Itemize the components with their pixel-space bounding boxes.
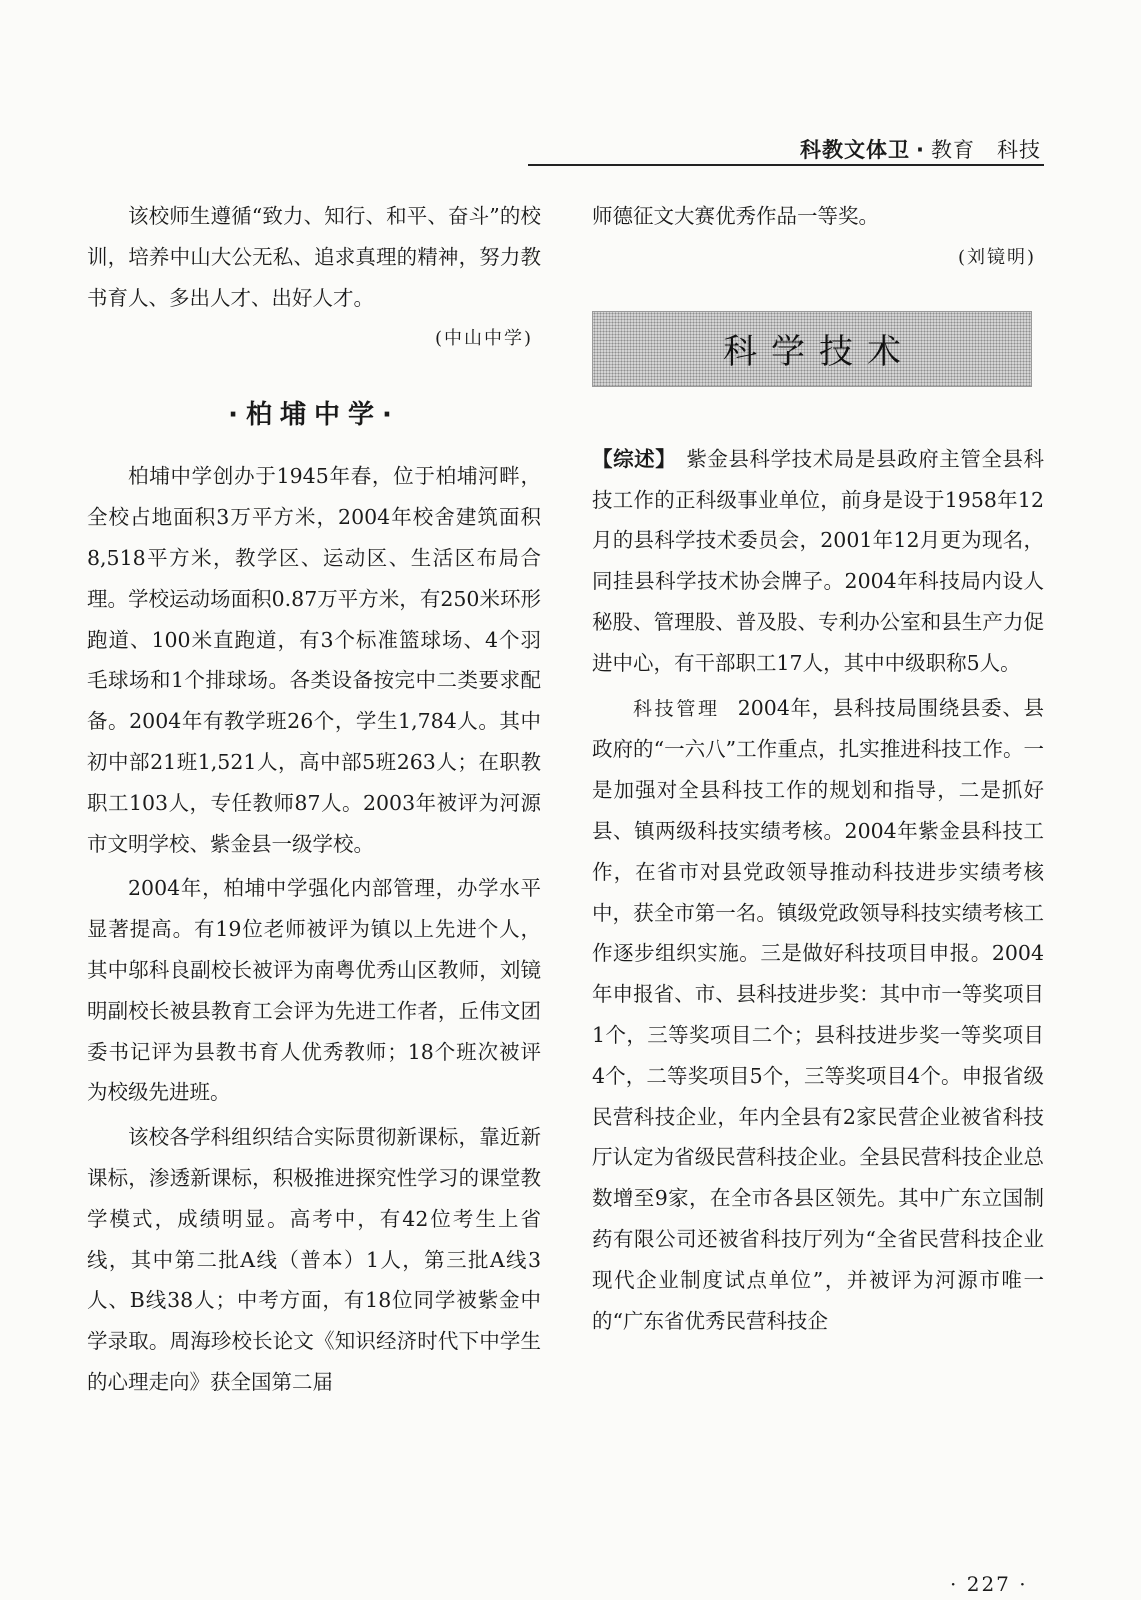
- management-paragraph: [592, 688, 1044, 1342]
- body-paragraph: 2004年，柏埔中学强化内部管理，办学水平显著提高。有19位老师被评为镇以上先进个人，其中邬科良副校长被评为南粤优秀山区教师，刘镜明副校长被县教育工会评为先进工作者，丘伟文团委书记评为县教书育人优秀教师；18个班次被评为校级先进班。: [87, 876, 541, 1105]
- header-rule: [528, 164, 1044, 166]
- school-title: ·柏埔中学·: [228, 400, 400, 431]
- left-column: [87, 196, 541, 1403]
- header-topic: 科技: [997, 138, 1041, 162]
- section-title: 科学技术: [723, 332, 915, 373]
- page-number: · 227 ·: [950, 1572, 1028, 1596]
- right-column: [592, 196, 1044, 1341]
- header-subsection: 教育: [931, 138, 975, 162]
- body-paragraph: 该校各学科组织结合实际贯彻新课标，靠近新课标，渗透新课标，积极推进探究性学习的课堂教学模式，成绩明显。高考中，有42位考生上省线，其中第二批A线（普本）1人，第三批A线3人、B线38人；中考方面，有18位同学被紫金中学录取。周海珍校长论文《知识经济时代下中学生的心理走向》获全国第二届: [87, 1125, 541, 1394]
- overview-tag: 【综述】: [592, 446, 677, 471]
- overview-text: 紫金县科学技术局是县政府主管全县科技工作的正科级事业单位，前身是设于1958年12月的县科学技术委员会，2001年12月更为现名，同挂县科学技术协会牌子。2004年科技局内设人秘股、管理股、普及股、专利办公室和县生产力促进中心，有干部职工17人，其中中级职称5人。: [592, 446, 1045, 675]
- continuation-credit: (刘镜明): [957, 246, 1036, 268]
- overview-paragraph: [592, 439, 1044, 684]
- header-section: 科教文体卫: [800, 138, 911, 162]
- management-text: 2004年，县科技局围绕县委、县政府的“一六八”工作重点，扎实推进科技工作。一是加强对全县科技工作的规划和指导，二是抓好县、镇两级科技实绩考核。2004年紫金县科技工作，在省市对县党政领导推动科技进步实绩考核中，获全市第一名。镇级党政领导科技实绩考核工作逐步组织实施。三是做好科技项目申报。2004年申报省、市、县科技进步奖：其中市一等奖项目1个，三等奖项目二个；县科技进步奖一等奖项目4个，二等奖项目5个，三等奖项目4个。申报省级民营科技企业，年内全县有2家民营企业被省科技厅认定为省级民营科技企业。全县民营科技企业总数增至9家，在全市各县区领先。其中广东立国制药有限公司还被省科技厅列为“全省民营科技企业现代企业制度试点单位”，并被评为河源市唯一的“广东省优秀民营科技企: [592, 695, 1044, 1333]
- running-header: [800, 134, 1041, 164]
- header-separator: ·: [916, 138, 925, 162]
- intro-credit: (中山中学): [434, 328, 533, 350]
- body-paragraph: 柏埔中学创办于1945年春，位于柏埔河畔，全校占地面积3万平方米，2004年校舍建筑面积8,518平方米，教学区、运动区、生活区布局合理。学校运动场面积0.87万平方米，有250米环形跑道、100米直跑道，有3个标准篮球场、4个羽毛球场和1个排球场。各类设备按完中二类要求配备。2004年有教学班26个，学生1,784人。其中初中部21班1,521人，高中部5班263人；在职教职工103人，专任教师87人。2003年被评为河源市文明学校、紫金县一级学校。: [87, 464, 541, 856]
- continuation-paragraph: 师德征文大赛优秀作品一等奖。: [592, 204, 879, 228]
- management-heading: 科技管理: [633, 697, 720, 720]
- intro-paragraph: 该校师生遵循“致力、知行、和平、奋斗”的校训，培养中山大公无私、追求真理的精神，努力教书育人、多出人才、出好人才。: [87, 204, 541, 310]
- section-banner: [592, 311, 1032, 387]
